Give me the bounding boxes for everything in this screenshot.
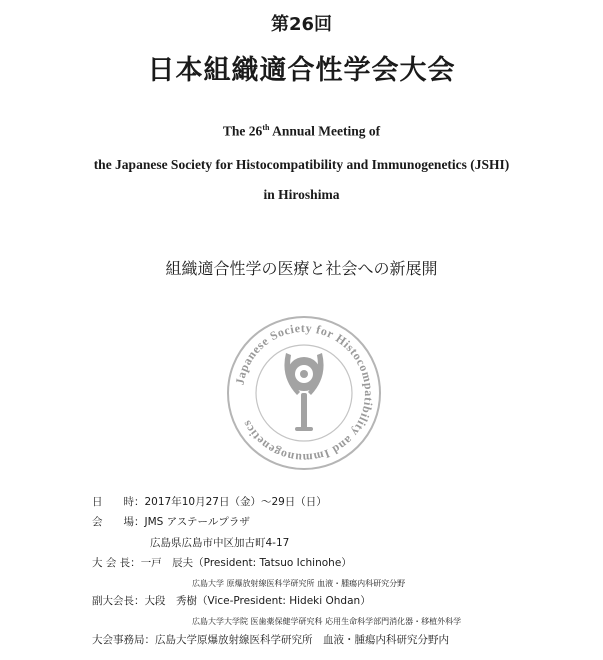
secretariat-row <box>92 635 449 646</box>
ordinal-suffix: th <box>262 123 270 132</box>
president-label: 大 会 長： <box>92 557 141 569</box>
english-title-prefix: The 26 <box>222 123 263 139</box>
edition-heading: 第26回 <box>270 14 333 35</box>
date-value: 2017年10月27日（金）〜29日（日） <box>144 496 327 508</box>
english-title-line-1 <box>0 123 603 140</box>
english-title-line-2: the Japanese Society for Histocompatibility and Immunogenetics (JSHI) <box>93 157 510 172</box>
vice-president-label: 副大会長： <box>92 595 145 607</box>
meeting-theme: 組織適合性学の医療と社会への新展開 <box>165 259 438 278</box>
president-value: 一戸 辰夫（President: Tatsuo Ichinohe） <box>140 557 352 569</box>
venue-row <box>92 517 250 528</box>
seal-emblem <box>284 353 323 431</box>
secretariat-label: 大会事務局： <box>92 634 155 646</box>
president-affiliation: 広島大学 原爆放射線医科学研究所 血液・腫瘍内科研究分野 <box>192 579 406 588</box>
venue-label: 会 場： <box>92 516 145 528</box>
seal-ring-text: Japanese Society for Histocompatibility and Immunogenetics <box>232 320 377 466</box>
english-title-suffix: Annual Meeting of <box>269 123 381 139</box>
vice-president-affiliation: 広島大学大学院 医歯薬保健学研究科 応用生命科学部門消化器・移植外科学 <box>192 617 462 626</box>
vice-president-value: 大段 秀樹（Vice-President: Hideki Ohdan） <box>144 595 371 607</box>
venue-value: JMS アステールプラザ <box>144 516 250 528</box>
vice-president-row <box>92 596 371 607</box>
date-label: 日 時： <box>92 496 145 508</box>
english-title-line-3: in Hiroshima <box>263 187 340 202</box>
venue-address: 広島県広島市中区加古町4-17 <box>150 537 290 549</box>
president-row <box>92 558 352 569</box>
jshi-seal-icon <box>224 313 384 473</box>
date-row <box>92 497 327 508</box>
secretariat-value: 広島大学原爆放射線医科学研究所 血液・腫瘍内科研究分野内 <box>155 634 449 646</box>
page-title: 日本組織適合性学会大会 <box>147 55 456 86</box>
